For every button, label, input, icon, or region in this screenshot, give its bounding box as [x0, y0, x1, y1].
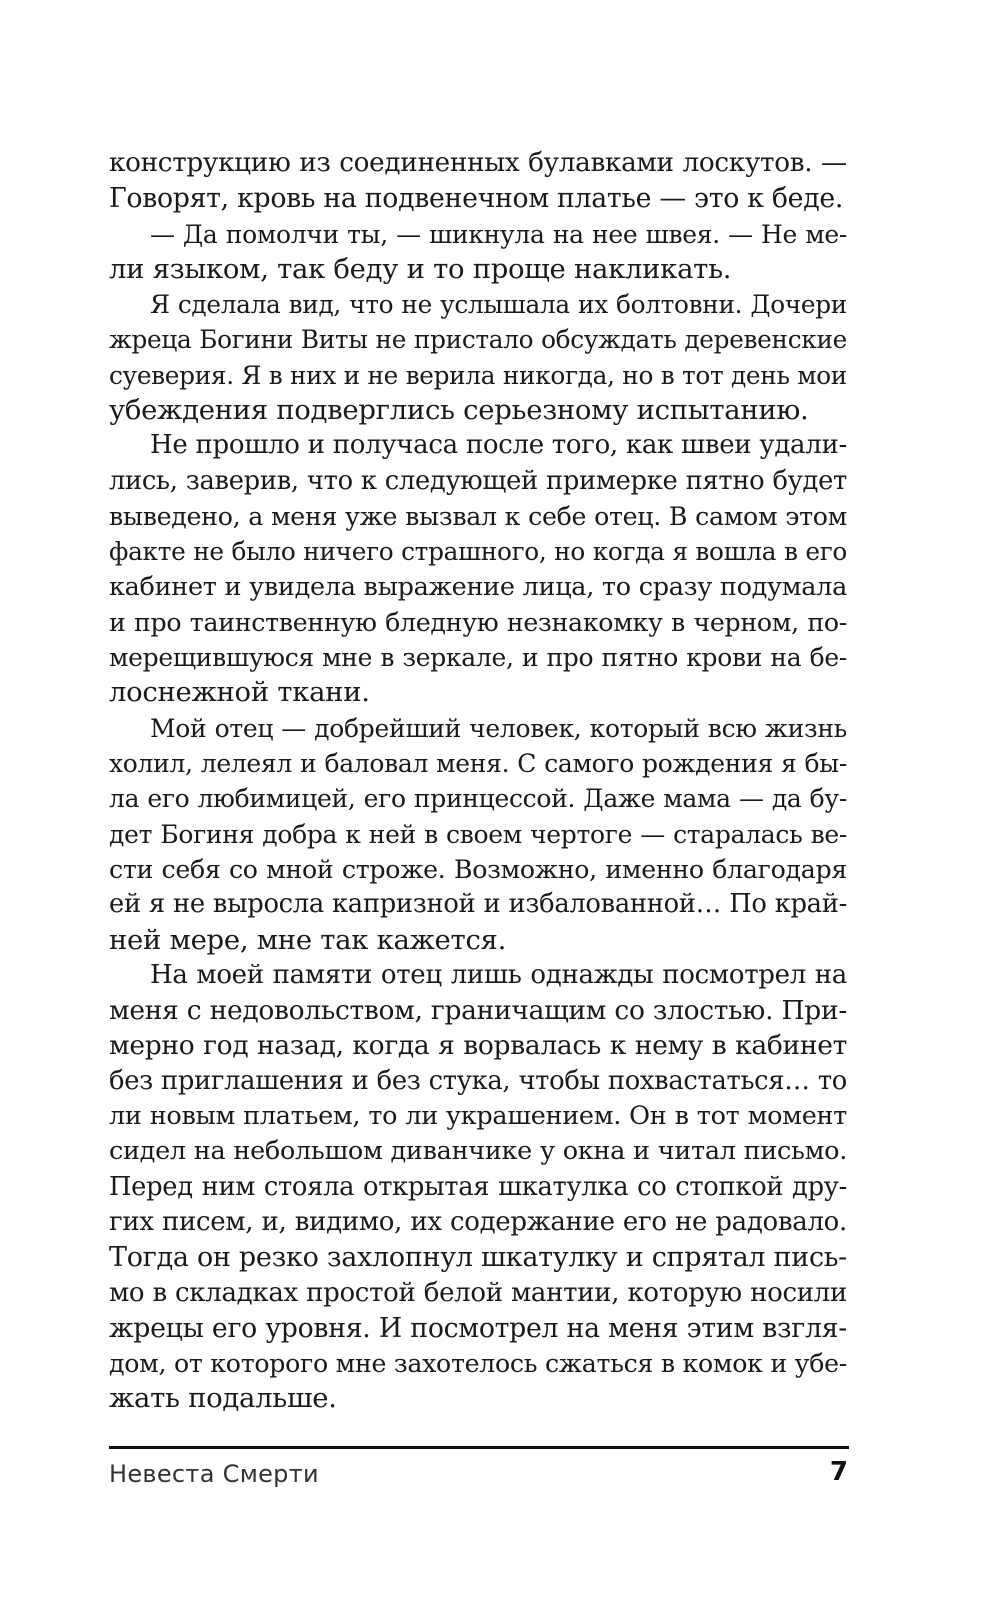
text-line: кабинет и увидела выражение лица, то сразу подумала [109, 571, 847, 602]
text-line: суеверия. Я в них и не верила никогда, но в тот день мои [109, 360, 847, 390]
text-line: Не прошло и получаса после того, как швеи удали- [150, 430, 847, 461]
text-line: холил, лелеял и баловал меня. С самого рождения я бы- [109, 749, 847, 779]
text-line: выведено, а меня уже вызвал к себе отец. В самом этом [109, 501, 847, 531]
page-number: 7 [829, 1457, 848, 1487]
text-line: ли новым платьем, то ли украшением. Он в тот момент [109, 1101, 847, 1132]
text-line: дет Богиня добра к ней в своем чертоге — старалась ве- [109, 819, 847, 849]
text-line: ли языком, так беду и то проще накликать. [109, 252, 732, 285]
text-line: Говорят, кровь на подвенечном платье — это к беде. [109, 183, 844, 215]
text-line: Перед ним стояла открытая шкатулка со стопкой дру- [109, 1171, 847, 1202]
text-line: На моей памяти отец лишь однажды посмотрел на [150, 959, 847, 990]
text-line: ней мере, мне так кажется. [109, 923, 507, 956]
text-line: ей я не выросла капризной и избалованной… По край- [109, 889, 847, 920]
text-line: убеждения подверглись серьезному испытанию. [109, 394, 809, 427]
text-line: факте не было ничего страшного, но когда я вошла в его [109, 537, 847, 567]
text-line: жрецы его уровня. И посмотрел на меня этим взгля- [109, 1312, 847, 1344]
running-footer-title: Невеста Смерти [109, 1460, 319, 1488]
text-line: меня с недовольством, граничащим со злостью. При- [109, 995, 847, 1027]
text-line: лоснежной ткани. [109, 676, 370, 709]
text-line: жреца Богини Виты не пристало обсуждать деревенские [109, 325, 847, 355]
text-line: мерещившуюся мне в зеркале, и про пятно крови на бе- [109, 643, 847, 673]
text-line: сидел на небольшом диванчике у окна и читал письмо. [109, 1136, 847, 1167]
text-line: и про таинственную бледную незнакомку в черном, по- [109, 607, 847, 637]
text-line: конструкцию из соединенных булавками лоскутов. — [109, 148, 847, 178]
text-line: лись, заверив, что к следующей примерке пятно будет [109, 465, 847, 496]
text-line: гих писем, и, видимо, их содержание его не радовало. [109, 1206, 847, 1237]
text-line: ла его любимицей, его принцессой. Даже мама — да бу- [109, 784, 847, 814]
footer-divider [109, 1446, 849, 1449]
text-line: — Да помолчи ты, — шикнула на нее швея. — Не ме- [150, 219, 847, 249]
text-line: жать подальше. [109, 1382, 337, 1415]
page-body [109, 146, 847, 1417]
text-line: без приглашения и без стука, чтобы похвастаться… то [109, 1065, 847, 1096]
text-line: Я сделала вид, что не услышала их болтовни. Дочери [150, 290, 847, 320]
text-line: сти себя со мной строже. Возможно, именно благодаря [109, 854, 847, 884]
text-line: Тогда он резко захлопнул шкатулку и спрятал пись- [109, 1242, 847, 1274]
text-line: Мой отец — добрейший человек, который всю жизнь [150, 713, 847, 743]
text-line: мо в складках простой белой мантии, которую носили [109, 1277, 847, 1308]
text-line: дом, от которого мне захотелось сжаться в комок и убе- [109, 1349, 847, 1379]
text-line: мерно год назад, когда я ворвалась к нему в кабинет [109, 1030, 847, 1062]
